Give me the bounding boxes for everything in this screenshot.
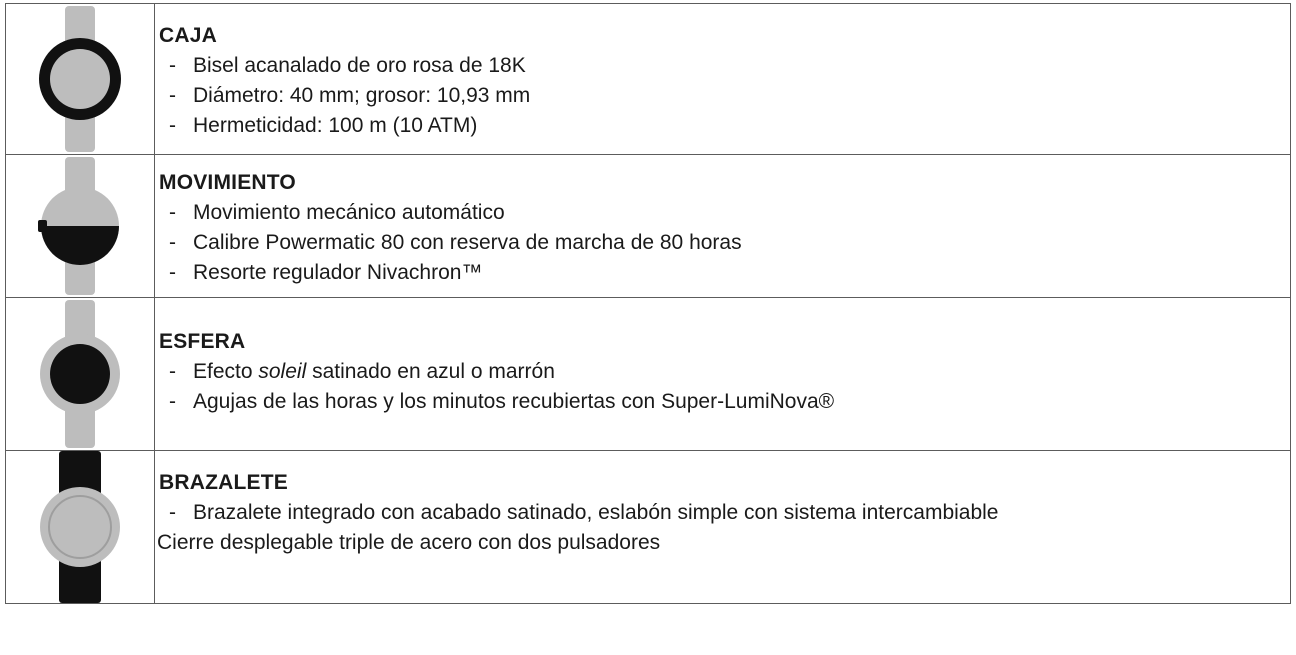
bullet-marker: - bbox=[169, 501, 176, 525]
esfera-content-cell bbox=[155, 298, 1291, 451]
list-item-text: Agujas de las horas y los minutos recubiertas con Super-LumiNova® bbox=[193, 389, 835, 413]
brazalete-extra-line: Cierre desplegable triple de acero con dos pulsadores bbox=[157, 530, 661, 554]
section-title-caja: CAJA bbox=[159, 24, 217, 47]
brazalete-content-cell bbox=[155, 451, 1291, 604]
list-item-text: Hermeticidad: 100 m (10 ATM) bbox=[193, 113, 478, 137]
watch-movement-icon-cell bbox=[6, 155, 155, 298]
italic-word: soleil bbox=[258, 360, 307, 384]
movimiento-bullet-list bbox=[155, 198, 1290, 287]
caja-content-cell bbox=[155, 4, 1291, 155]
specifications-table bbox=[5, 3, 1291, 604]
section-title-esfera: ESFERA bbox=[159, 330, 246, 353]
bullet-marker: - bbox=[169, 83, 176, 107]
list-item-text: Resorte regulador Nivachron™ bbox=[193, 260, 483, 284]
watch-bracelet-icon bbox=[6, 451, 154, 603]
section-title-movimiento: MOVIMIENTO bbox=[159, 171, 296, 194]
list-item bbox=[155, 198, 1290, 228]
list-item bbox=[155, 81, 1290, 111]
esfera-bullet-list bbox=[155, 357, 1290, 417]
list-item-text: Efecto soleil satinado en azul o marrón bbox=[193, 360, 555, 384]
list-item-text: Diámetro: 40 mm; grosor: 10,93 mm bbox=[193, 83, 531, 107]
table-row bbox=[6, 298, 1291, 451]
table-row bbox=[6, 4, 1291, 155]
list-item bbox=[155, 258, 1290, 288]
bullet-marker: - bbox=[169, 201, 176, 225]
movimiento-content-cell bbox=[155, 155, 1291, 298]
list-item bbox=[155, 498, 1290, 528]
bullet-marker: - bbox=[169, 113, 176, 137]
list-item-text: Movimiento mecánico automático bbox=[193, 201, 505, 225]
bullet-marker: - bbox=[169, 360, 176, 384]
list-item bbox=[155, 228, 1290, 258]
list-item bbox=[155, 51, 1290, 81]
watch-dial-icon bbox=[6, 298, 154, 450]
bullet-marker: - bbox=[169, 389, 176, 413]
watch-case-icon-cell bbox=[6, 4, 155, 155]
section-title-brazalete: BRAZALETE bbox=[159, 471, 288, 494]
caja-bullet-list bbox=[155, 51, 1290, 140]
table-row bbox=[6, 451, 1291, 604]
list-item-text: Brazalete integrado con acabado satinado, eslabón simple con sistema intercambiable bbox=[193, 501, 999, 525]
table-row bbox=[6, 155, 1291, 298]
list-item bbox=[155, 387, 1290, 417]
brazalete-bullet-list bbox=[155, 498, 1290, 528]
list-item bbox=[155, 357, 1290, 387]
list-item bbox=[155, 111, 1290, 141]
bullet-marker: - bbox=[169, 230, 176, 254]
list-item-text: Bisel acanalado de oro rosa de 18K bbox=[193, 54, 526, 78]
list-item-text: Calibre Powermatic 80 con reserva de marcha de 80 horas bbox=[193, 230, 742, 254]
watch-case-icon bbox=[6, 4, 154, 154]
watch-movement-icon bbox=[6, 155, 154, 297]
watch-bracelet-icon-cell bbox=[6, 451, 155, 604]
watch-dial-icon-cell bbox=[6, 298, 155, 451]
bullet-marker: - bbox=[169, 260, 176, 284]
bullet-marker: - bbox=[169, 54, 176, 78]
